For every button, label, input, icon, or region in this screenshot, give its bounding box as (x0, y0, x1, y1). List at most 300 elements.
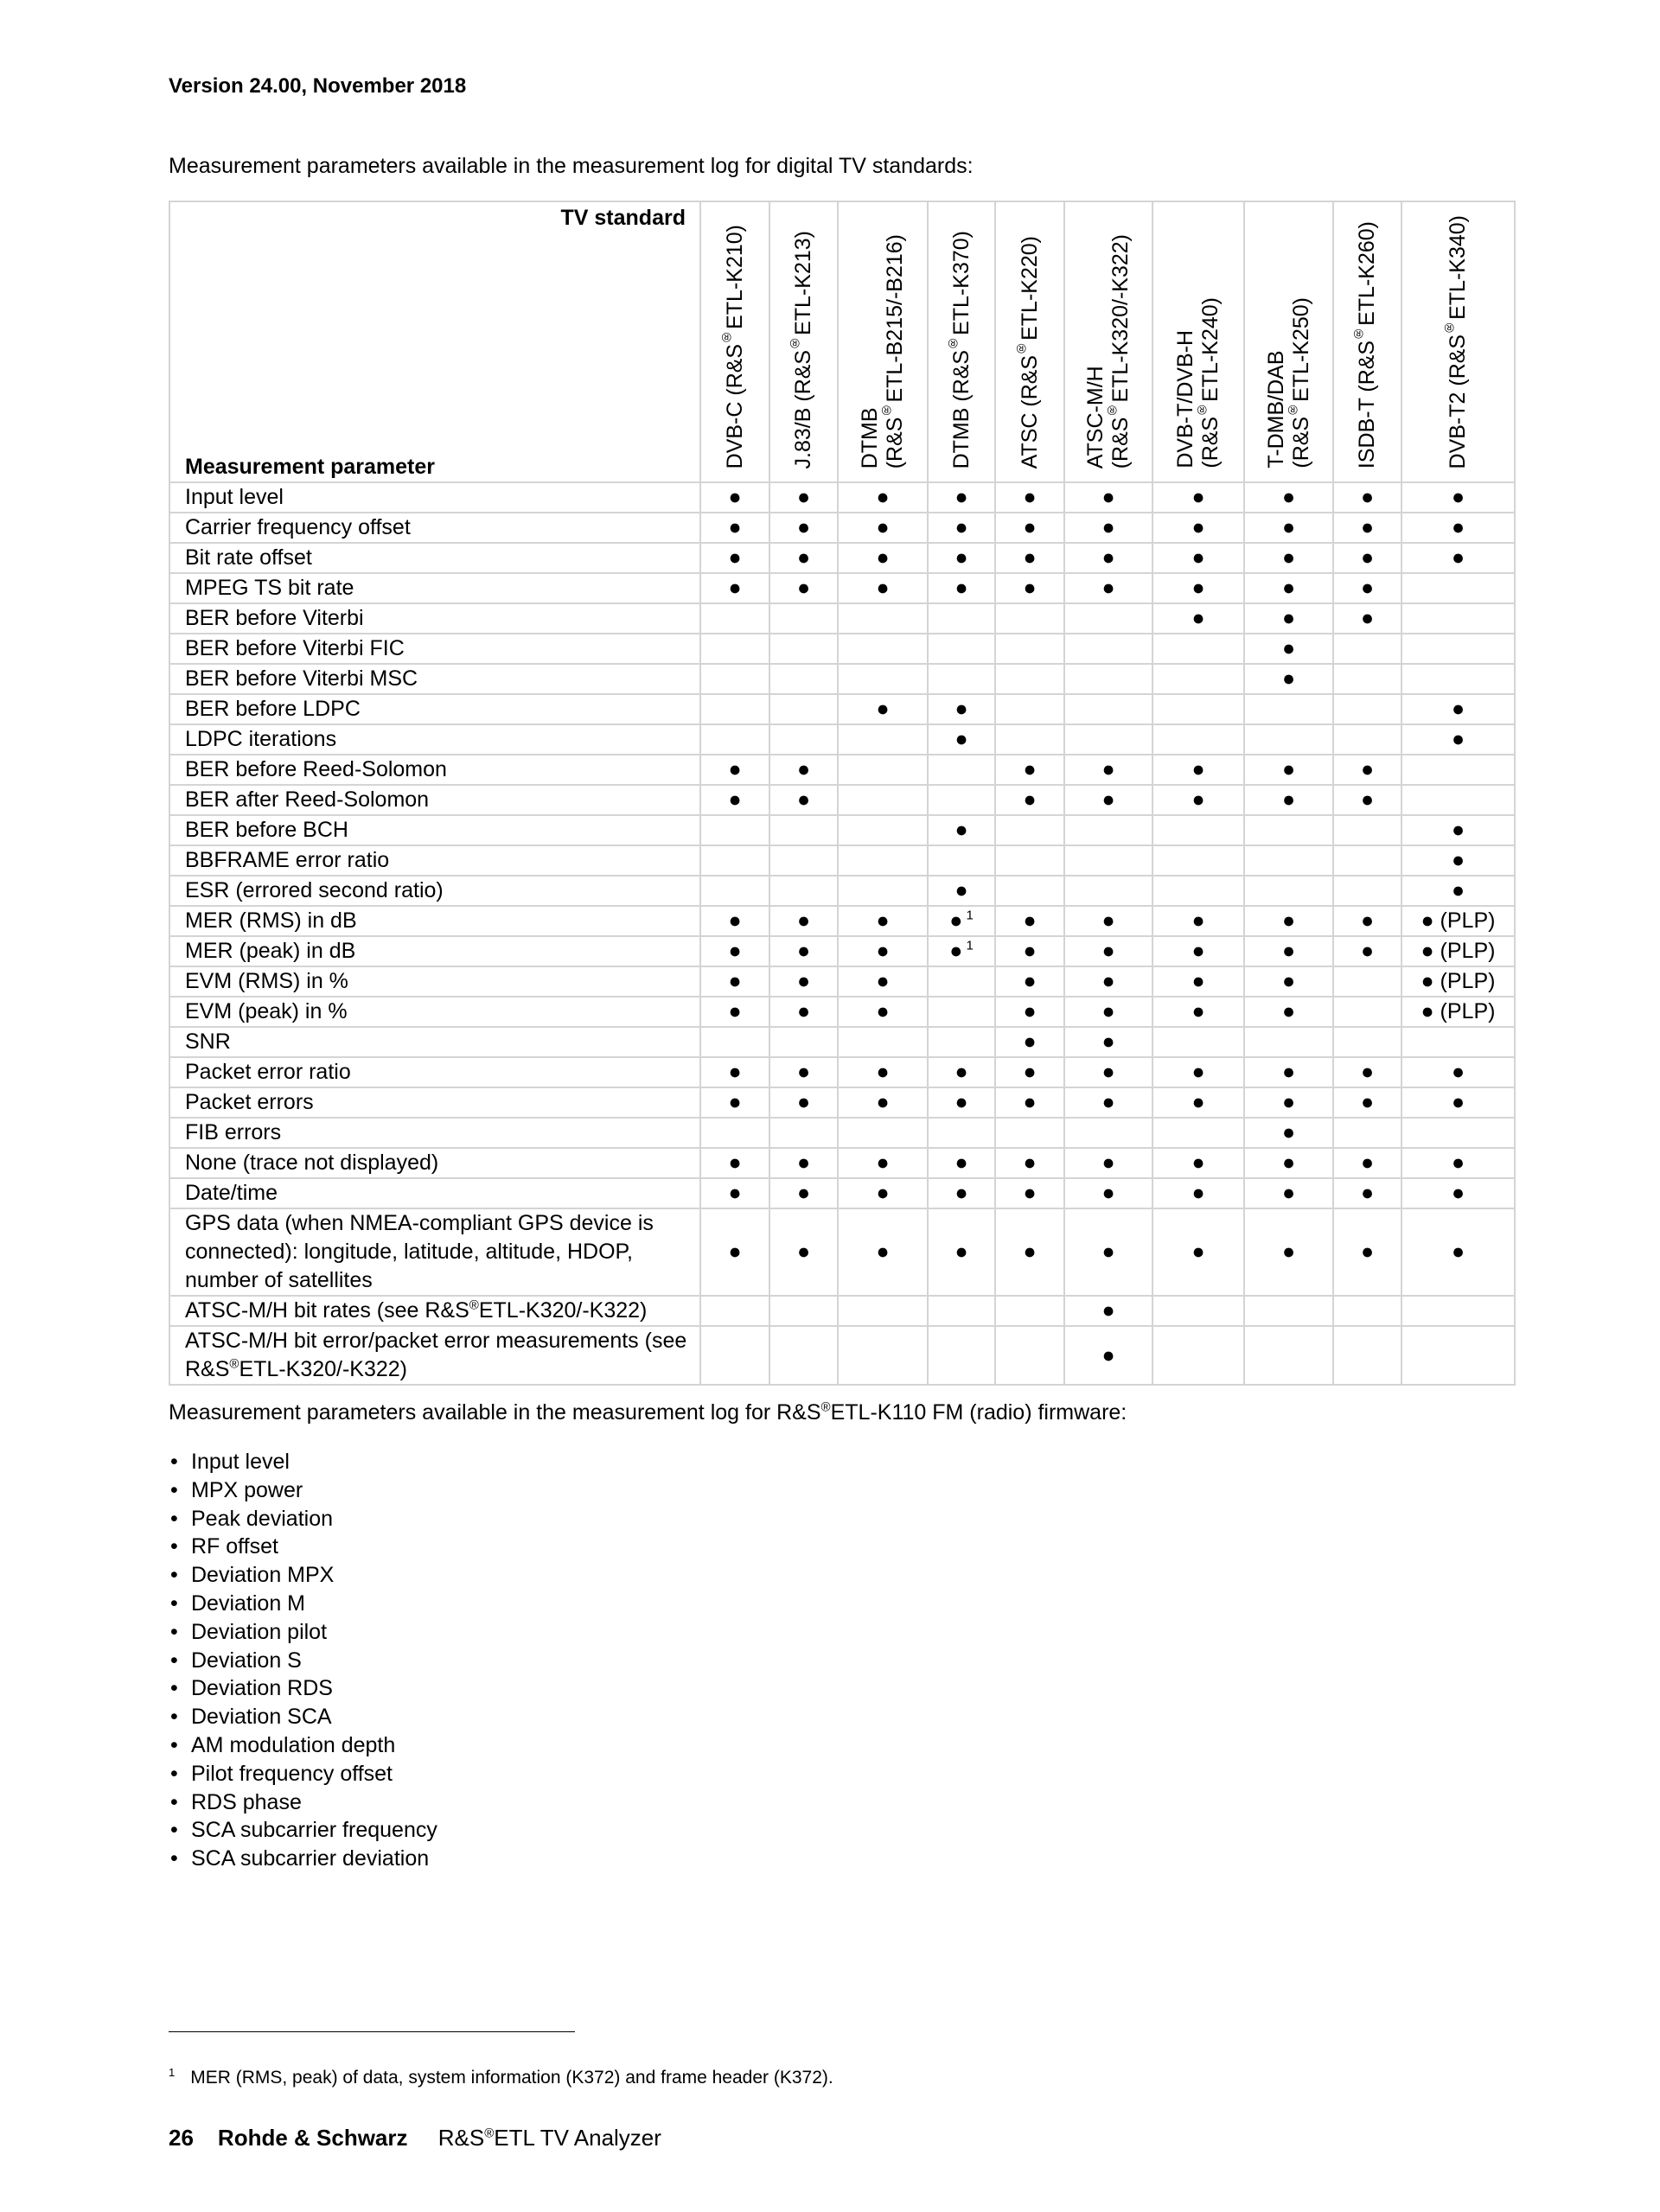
support-cell (1244, 694, 1333, 724)
support-cell (995, 876, 1064, 906)
support-cell (1401, 1326, 1515, 1385)
footnote-text: MER (RMS, peak) of data, system information (K372) and frame header (K372). (190, 2068, 833, 2088)
support-cell: ● (1244, 1087, 1333, 1118)
support-cell (1333, 1027, 1401, 1057)
support-cell: ● (928, 482, 995, 513)
support-cell: ● (1333, 603, 1401, 634)
support-cell (928, 603, 995, 634)
support-cell (1064, 603, 1152, 634)
support-cell (1152, 845, 1244, 876)
support-cell: ● (1333, 1178, 1401, 1208)
table-row (169, 906, 1515, 936)
fm-parameter-item: • Deviation RDS (169, 1674, 437, 1703)
support-cell: ● (1064, 1208, 1152, 1296)
support-cell: ● (769, 543, 838, 573)
support-cell (928, 634, 995, 664)
support-cell (928, 1326, 995, 1385)
support-cell (1333, 724, 1401, 755)
support-cell (838, 603, 928, 634)
parameter-name: BER before LDPC (169, 694, 700, 724)
support-cell: ● (1244, 1178, 1333, 1208)
support-cell (995, 634, 1064, 664)
support-cell: ● (1152, 966, 1244, 997)
support-cell (1333, 1118, 1401, 1148)
support-cell (1064, 724, 1152, 755)
support-cell: ● (769, 482, 838, 513)
support-cell: ● (769, 1148, 838, 1178)
parameter-name: SNR (169, 1027, 700, 1057)
support-cell: ● (1401, 724, 1515, 755)
column-header (838, 201, 928, 482)
support-cell: ● (769, 936, 838, 966)
support-cell: ● (1333, 936, 1401, 966)
table-row (169, 482, 1515, 513)
support-cell (700, 664, 769, 694)
support-cell: ● (995, 997, 1064, 1027)
support-cell: ● (1401, 876, 1515, 906)
support-cell: ● (928, 876, 995, 906)
support-cell (1333, 966, 1401, 997)
support-cell: ● (1333, 1208, 1401, 1296)
parameter-name: BBFRAME error ratio (169, 845, 700, 876)
support-cell: ● (1401, 1057, 1515, 1087)
table-row (169, 1296, 1515, 1326)
support-cell: ● (928, 1087, 995, 1118)
support-cell: ● (1244, 1148, 1333, 1178)
support-cell: ● (1401, 815, 1515, 845)
parameter-name: Packet errors (169, 1087, 700, 1118)
support-cell (1333, 664, 1401, 694)
support-cell: ● $^1$ (928, 906, 995, 936)
fm-parameter-item: • Deviation S (169, 1647, 437, 1675)
fm-parameter-item: • SCA subcarrier frequency (169, 1816, 437, 1845)
footer-brand: Rohde & Schwarz (217, 2125, 408, 2151)
support-cell: ● (928, 815, 995, 845)
column-header (1152, 201, 1244, 482)
support-cell: ● (838, 936, 928, 966)
support-cell: ● (1244, 785, 1333, 815)
support-cell (928, 1027, 995, 1057)
version-label: Version 24.00, November 2018 (169, 74, 467, 98)
support-cell: ● (700, 543, 769, 573)
support-cell: ● (995, 1148, 1064, 1178)
support-cell: ● (838, 1087, 928, 1118)
support-cell: ● (838, 997, 928, 1027)
support-cell (1152, 634, 1244, 664)
support-cell (838, 1118, 928, 1148)
table-row (169, 876, 1515, 906)
support-cell (1333, 876, 1401, 906)
fm-parameter-item: • Deviation SCA (169, 1703, 437, 1731)
support-cell (1333, 1326, 1401, 1385)
support-cell: ● (1152, 1208, 1244, 1296)
support-cell (928, 1296, 995, 1326)
footnote (169, 2068, 833, 2088)
support-cell (1244, 845, 1333, 876)
support-cell (838, 1326, 928, 1385)
support-cell: ● (838, 543, 928, 573)
parameter-name: None (trace not displayed) (169, 1148, 700, 1178)
support-cell: ● (1152, 573, 1244, 603)
table-row (169, 785, 1515, 815)
support-cell (700, 1118, 769, 1148)
support-cell (700, 845, 769, 876)
support-cell (928, 845, 995, 876)
support-cell (838, 785, 928, 815)
support-cell (1152, 876, 1244, 906)
support-cell: ● (700, 1148, 769, 1178)
support-cell: ● (1064, 1057, 1152, 1087)
support-cell: ● (928, 543, 995, 573)
support-cell: ● (838, 966, 928, 997)
support-cell: ● (928, 1057, 995, 1087)
support-cell (769, 724, 838, 755)
parameter-name: BER before Viterbi MSC (169, 664, 700, 694)
support-cell: ● (1244, 755, 1333, 785)
support-cell: ● (995, 482, 1064, 513)
support-cell: ● (1401, 1208, 1515, 1296)
support-cell: ● (1333, 482, 1401, 513)
support-cell (1152, 664, 1244, 694)
support-cell (1244, 1296, 1333, 1326)
support-cell: ● (1152, 1178, 1244, 1208)
support-cell (700, 1027, 769, 1057)
support-cell: ● (1064, 1027, 1152, 1057)
parameter-name: Bit rate offset (169, 543, 700, 573)
support-cell: ● (1064, 997, 1152, 1027)
support-cell: ● (1333, 1148, 1401, 1178)
support-cell (1244, 815, 1333, 845)
support-cell: ● (928, 1148, 995, 1178)
support-cell (1152, 694, 1244, 724)
support-cell: ● (838, 1057, 928, 1087)
support-cell (1244, 1027, 1333, 1057)
support-cell: ● (700, 1057, 769, 1087)
table-row (169, 1118, 1515, 1148)
table-row (169, 603, 1515, 634)
support-cell (1064, 815, 1152, 845)
support-cell: ● (1064, 755, 1152, 785)
support-cell (995, 1326, 1064, 1385)
table-row (169, 634, 1515, 664)
table-row (169, 815, 1515, 845)
support-cell: ● (1244, 1208, 1333, 1296)
parameter-name: BER before Reed-Solomon (169, 755, 700, 785)
support-cell (1333, 845, 1401, 876)
support-cell: ● (769, 785, 838, 815)
support-cell: ● (1244, 664, 1333, 694)
page-number: 26 (169, 2125, 194, 2151)
support-cell: ● (838, 573, 928, 603)
support-cell (1401, 1027, 1515, 1057)
support-cell (1152, 1118, 1244, 1148)
support-cell: ● (1064, 1178, 1152, 1208)
support-cell (769, 694, 838, 724)
parameter-name: EVM (RMS) in % (169, 966, 700, 997)
column-header-label: J.83/B (R&S®ETL-K213) (787, 230, 815, 469)
fm-parameter-item: • SCA subcarrier deviation (169, 1845, 437, 1873)
support-cell: ● (995, 1208, 1064, 1296)
table-row (169, 1208, 1515, 1296)
parameter-name: Carrier frequency offset (169, 513, 700, 543)
support-cell: ● (700, 966, 769, 997)
support-cell: ● (995, 1027, 1064, 1057)
support-cell (1064, 876, 1152, 906)
support-cell (700, 634, 769, 664)
column-header-label: DVB-T2 (R&S®ETL-K340) (1441, 214, 1470, 469)
support-cell (1152, 1296, 1244, 1326)
support-cell: ● (995, 936, 1064, 966)
column-header-label: ATSC (R&S®ETL-K220) (1013, 235, 1042, 469)
support-cell: ● (1244, 1057, 1333, 1087)
table-corner-cell (169, 201, 700, 482)
column-header-label: ISDB-T (R&S®ETL-K260) (1350, 220, 1379, 469)
fm-parameter-item: • Pilot frequency offset (169, 1760, 437, 1788)
table-row (169, 664, 1515, 694)
support-cell (1333, 694, 1401, 724)
column-header-label: DVB-T/DVB-H (R&S®ETL-K240) (1173, 297, 1223, 469)
fm-parameter-list (169, 1448, 437, 1873)
support-cell: ● (995, 1057, 1064, 1087)
support-cell (700, 815, 769, 845)
fm-parameter-item: • AM modulation depth (169, 1731, 437, 1760)
support-cell: ● (1064, 1087, 1152, 1118)
support-cell (1401, 785, 1515, 815)
support-cell: ● (838, 1148, 928, 1178)
table-header-row (169, 201, 1515, 482)
support-cell (838, 724, 928, 755)
support-cell: ● (1152, 1087, 1244, 1118)
support-cell: ● (769, 573, 838, 603)
table-row (169, 724, 1515, 755)
support-cell (995, 664, 1064, 694)
support-cell: ● (700, 997, 769, 1027)
support-cell (769, 845, 838, 876)
table-row (169, 966, 1515, 997)
fm-parameter-item: • RF offset (169, 1533, 437, 1561)
support-cell: ● (1333, 543, 1401, 573)
support-cell (1333, 1296, 1401, 1326)
support-cell: ● (700, 573, 769, 603)
support-cell: ● (1333, 1087, 1401, 1118)
support-cell (769, 603, 838, 634)
support-cell: ● (PLP) (1401, 906, 1515, 936)
support-cell (928, 997, 995, 1027)
support-cell: ● (995, 1087, 1064, 1118)
support-cell (1333, 815, 1401, 845)
support-cell: ● (1152, 785, 1244, 815)
support-cell (1064, 634, 1152, 664)
support-cell (1152, 724, 1244, 755)
support-cell: ● (1244, 513, 1333, 543)
support-cell: ● (1333, 755, 1401, 785)
support-cell: ● (1064, 1296, 1152, 1326)
support-cell: ● (1152, 543, 1244, 573)
support-cell (700, 694, 769, 724)
support-cell: ● (995, 755, 1064, 785)
parameter-name: MPEG TS bit rate (169, 573, 700, 603)
support-cell (1064, 1118, 1152, 1148)
table-row (169, 1057, 1515, 1087)
support-cell (1152, 1326, 1244, 1385)
support-cell: ● (1064, 513, 1152, 543)
support-cell: ● (700, 1087, 769, 1118)
support-cell: ● (1244, 997, 1333, 1027)
support-cell (1064, 845, 1152, 876)
tv-standard-heading: TV standard (560, 206, 686, 230)
table-intro-text: Measurement parameters available in the measurement log for digital TV standards: (169, 154, 974, 178)
support-cell (928, 755, 995, 785)
fm-parameter-item: • Peak deviation (169, 1505, 437, 1533)
table-row (169, 513, 1515, 543)
fm-parameter-item: • Deviation M (169, 1590, 437, 1618)
column-header (995, 201, 1064, 482)
support-cell: ● (700, 906, 769, 936)
support-cell: ● (1152, 936, 1244, 966)
support-cell (769, 1296, 838, 1326)
support-cell: ● (1401, 543, 1515, 573)
parameter-name: Date/time (169, 1178, 700, 1208)
support-cell: ● (769, 906, 838, 936)
support-cell: ● (PLP) (1401, 966, 1515, 997)
support-cell (928, 1118, 995, 1148)
support-cell (995, 694, 1064, 724)
support-cell (928, 966, 995, 997)
table-row (169, 755, 1515, 785)
support-cell (838, 755, 928, 785)
page-footer (169, 2125, 661, 2151)
support-cell: ● (928, 1178, 995, 1208)
column-header (1333, 201, 1401, 482)
support-cell (1333, 634, 1401, 664)
support-cell: ● (769, 1057, 838, 1087)
support-cell: ● (1064, 906, 1152, 936)
support-cell (769, 876, 838, 906)
parameter-name: LDPC iterations (169, 724, 700, 755)
support-cell (700, 724, 769, 755)
fm-parameter-item: • Input level (169, 1448, 437, 1476)
table-row (169, 997, 1515, 1027)
support-cell: ● (1152, 482, 1244, 513)
support-cell: ● (1152, 513, 1244, 543)
column-header (1064, 201, 1152, 482)
support-cell (1152, 1027, 1244, 1057)
support-cell (838, 845, 928, 876)
table-row (169, 1027, 1515, 1057)
support-cell (1152, 815, 1244, 845)
support-cell: ● (769, 997, 838, 1027)
support-cell: ● (1401, 1087, 1515, 1118)
support-cell (995, 603, 1064, 634)
support-cell: ● (1244, 603, 1333, 634)
column-header-label: DTMB (R&S®ETL-B215/-B216) (858, 233, 907, 469)
support-cell: ● (769, 755, 838, 785)
support-cell: ● (838, 513, 928, 543)
column-header (928, 201, 995, 482)
table-row (169, 573, 1515, 603)
support-cell: ● (700, 482, 769, 513)
footnote-divider (169, 2031, 575, 2032)
support-cell: ● (1244, 573, 1333, 603)
support-cell: ● (700, 755, 769, 785)
parameter-name: BER before Viterbi FIC (169, 634, 700, 664)
parameter-name: MER (peak) in dB (169, 936, 700, 966)
support-cell: ● (PLP) (1401, 936, 1515, 966)
support-cell (769, 634, 838, 664)
support-cell: ● (1401, 1178, 1515, 1208)
parameter-name: GPS data (when NMEA-compliant GPS device is connected): longitude, latitude, altitude, HDOP, number of satellites (169, 1208, 700, 1296)
support-cell: ● (1064, 543, 1152, 573)
column-header (1244, 201, 1333, 482)
column-header (769, 201, 838, 482)
support-cell: ● (928, 724, 995, 755)
support-cell: ● (1152, 997, 1244, 1027)
support-cell (1401, 1118, 1515, 1148)
support-cell (995, 845, 1064, 876)
support-cell (838, 876, 928, 906)
table-row (169, 1178, 1515, 1208)
support-cell: ● (769, 966, 838, 997)
support-cell: ● (PLP) (1401, 997, 1515, 1027)
support-cell: ● $^1$ (928, 936, 995, 966)
support-cell (769, 815, 838, 845)
support-cell: ● (700, 785, 769, 815)
support-cell: ● (1401, 1148, 1515, 1178)
column-header (700, 201, 769, 482)
support-cell: ● (995, 785, 1064, 815)
support-cell: ● (1152, 755, 1244, 785)
support-cell: ● (928, 513, 995, 543)
support-cell (838, 1027, 928, 1057)
support-cell: ● (838, 1178, 928, 1208)
support-cell (1064, 664, 1152, 694)
support-cell: ● (1064, 1326, 1152, 1385)
support-cell: ● (838, 694, 928, 724)
support-cell: ● (1244, 906, 1333, 936)
parameter-name: Input level (169, 482, 700, 513)
table-row (169, 694, 1515, 724)
support-cell (700, 876, 769, 906)
support-cell: ● (928, 694, 995, 724)
parameter-name: FIB errors (169, 1118, 700, 1148)
support-cell (1401, 603, 1515, 634)
support-cell (1244, 724, 1333, 755)
support-cell: ● (700, 1178, 769, 1208)
measurement-parameters-table (169, 201, 1516, 1386)
support-cell: ● (769, 1087, 838, 1118)
support-cell (1401, 664, 1515, 694)
support-cell (995, 1118, 1064, 1148)
column-header-label: T-DMB/DAB (R&S®ETL-K250) (1263, 297, 1313, 469)
support-cell: ● (1064, 936, 1152, 966)
support-cell (769, 1326, 838, 1385)
support-cell: ● (1333, 785, 1401, 815)
support-cell (769, 1118, 838, 1148)
support-cell (769, 1027, 838, 1057)
fm-parameter-item: • RDS phase (169, 1788, 437, 1817)
support-cell: ● (995, 966, 1064, 997)
table-row (169, 936, 1515, 966)
support-cell (1401, 573, 1515, 603)
support-cell: ● (1244, 1118, 1333, 1148)
support-cell (700, 1296, 769, 1326)
support-cell: ● (1401, 513, 1515, 543)
fm-parameter-item: • MPX power (169, 1476, 437, 1505)
support-cell: ● (1333, 513, 1401, 543)
support-cell: ● (1244, 936, 1333, 966)
support-cell: ● (928, 1208, 995, 1296)
fm-parameter-item: • Deviation pilot (169, 1618, 437, 1647)
